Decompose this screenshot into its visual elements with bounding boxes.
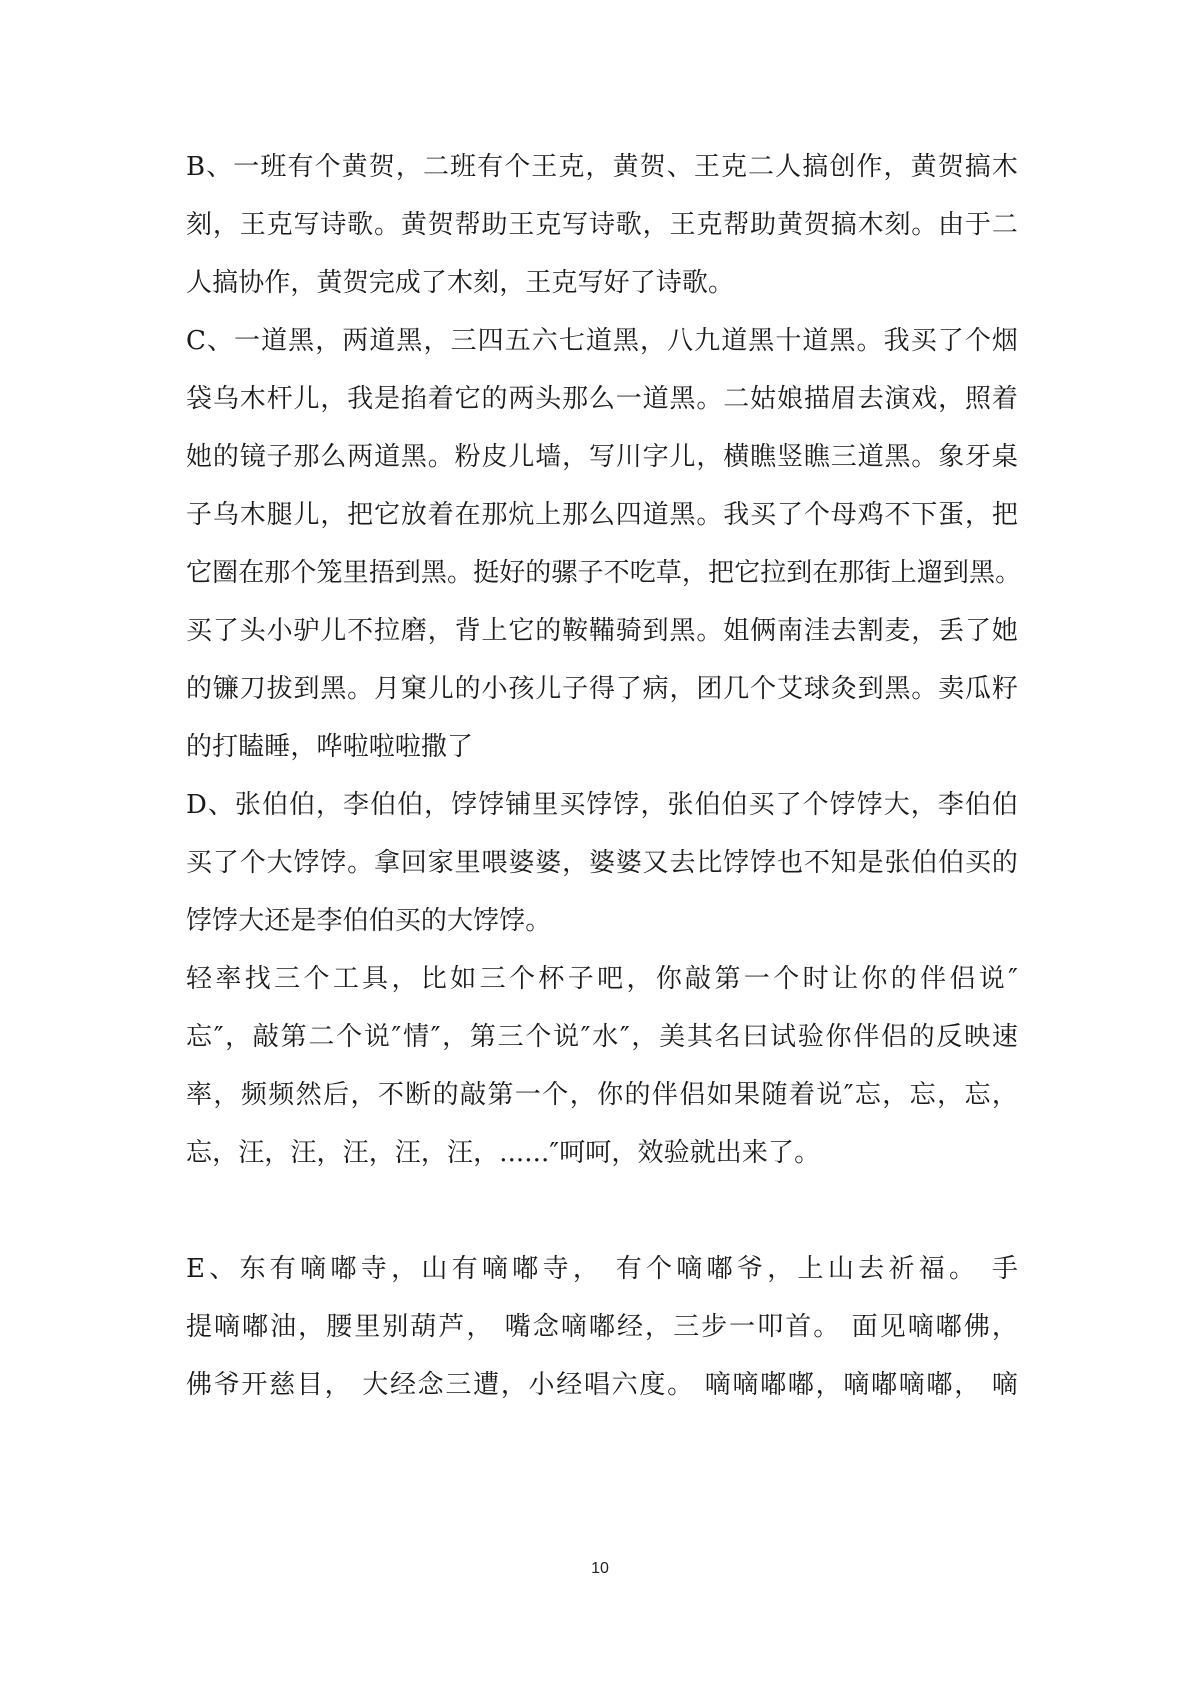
paragraph-d-line-3: 饽饽大还是李伯伯买的大饽饽。 <box>186 906 552 936</box>
paragraph-c-line-2: 袋乌木杆儿，我是掐着它的两头那么一道黑。二姑娘描眉去演戏，照着 <box>186 384 1018 414</box>
paragraph-c-line-7: 的镰刀拔到黑。月窠儿的小孩儿子得了病，团几个艾球灸到黑。卖瓜籽 <box>186 674 1018 704</box>
paragraph-b-line-3: 人搞协作，黄贺完成了木刻，王克写好了诗歌。 <box>186 268 735 298</box>
paragraph-c-line-4: 子乌木腿儿，把它放着在那炕上那么四道黑。我买了个母鸡不下蛋，把 <box>186 500 1018 530</box>
paragraph-b-line-1: B、一班有个黄贺，二班有个王克，黄贺、王克二人搞创作，黄贺搞木 <box>186 152 1018 182</box>
paragraph-c-line-1: C、一道黑，两道黑，三四五六七道黑，八九道黑十道黑。我买了个烟 <box>186 326 1018 356</box>
paragraph-game-line-4: 忘，汪，汪，汪，汪，汪，......″呵呵，效验就出来了。 <box>186 1138 821 1168</box>
paragraph-game-line-3: 率，频频然后，不断的敲第一个，你的伴侣如果随着说″忘，忘，忘， <box>186 1080 1018 1110</box>
paragraph-b-line-2: 刻，王克写诗歌。黄贺帮助王克写诗歌，王克帮助黄贺搞木刻。由于二 <box>186 210 1018 240</box>
paragraph-e-line-2: 提嘀嘟油，腰里别葫芦， 嘴念嘀嘟经，三步一叩首。 面见嘀嘟佛， <box>186 1312 1018 1342</box>
page-number: 10 <box>591 1560 609 1577</box>
paragraph-game-line-1: 轻率找三个工具，比如三个杯子吧，你敲第一个时让你的伴侣说″ <box>186 964 1018 994</box>
paragraph-c-line-8: 的打瞌睡，哗啦啦啦撒了 <box>186 732 474 762</box>
paragraph-e-line-3: 佛爷开慈目， 大经念三遭，小经唱六度。 嘀嘀嘟嘟，嘀嘟嘀嘟， 嘀 <box>186 1370 1018 1400</box>
paragraph-c-line-3: 她的镜子那么两道黑。粉皮儿墙，写川字儿，横瞧竖瞧三道黑。象牙桌 <box>186 442 1018 472</box>
paragraph-c-line-5: 它圈在那个笼里捂到黑。挺好的骡子不吃草，把它拉到在那街上遛到黑。 <box>186 558 1022 588</box>
paragraph-d-line-2: 买了个大饽饽。拿回家里喂婆婆，婆婆又去比饽饽也不知是张伯伯买的 <box>186 848 1018 878</box>
paragraph-c-line-6: 买了头小驴儿不拉磨，背上它的鞍鞴骑到黑。姐俩南洼去割麦，丢了她 <box>186 616 1018 646</box>
paragraph-e-line-1: E、东有嘀嘟寺，山有嘀嘟寺， 有个嘀嘟爷，上山去祈福。 手 <box>186 1254 1018 1284</box>
paragraph-d-line-1: D、张伯伯，李伯伯，饽饽铺里买饽饽，张伯伯买了个饽饽大，李伯伯 <box>186 790 1018 820</box>
paragraph-game-line-2: 忘″，敲第二个说″情″，第三个说″水″，美其名曰试验你伴侣的反映速 <box>186 1022 1018 1052</box>
